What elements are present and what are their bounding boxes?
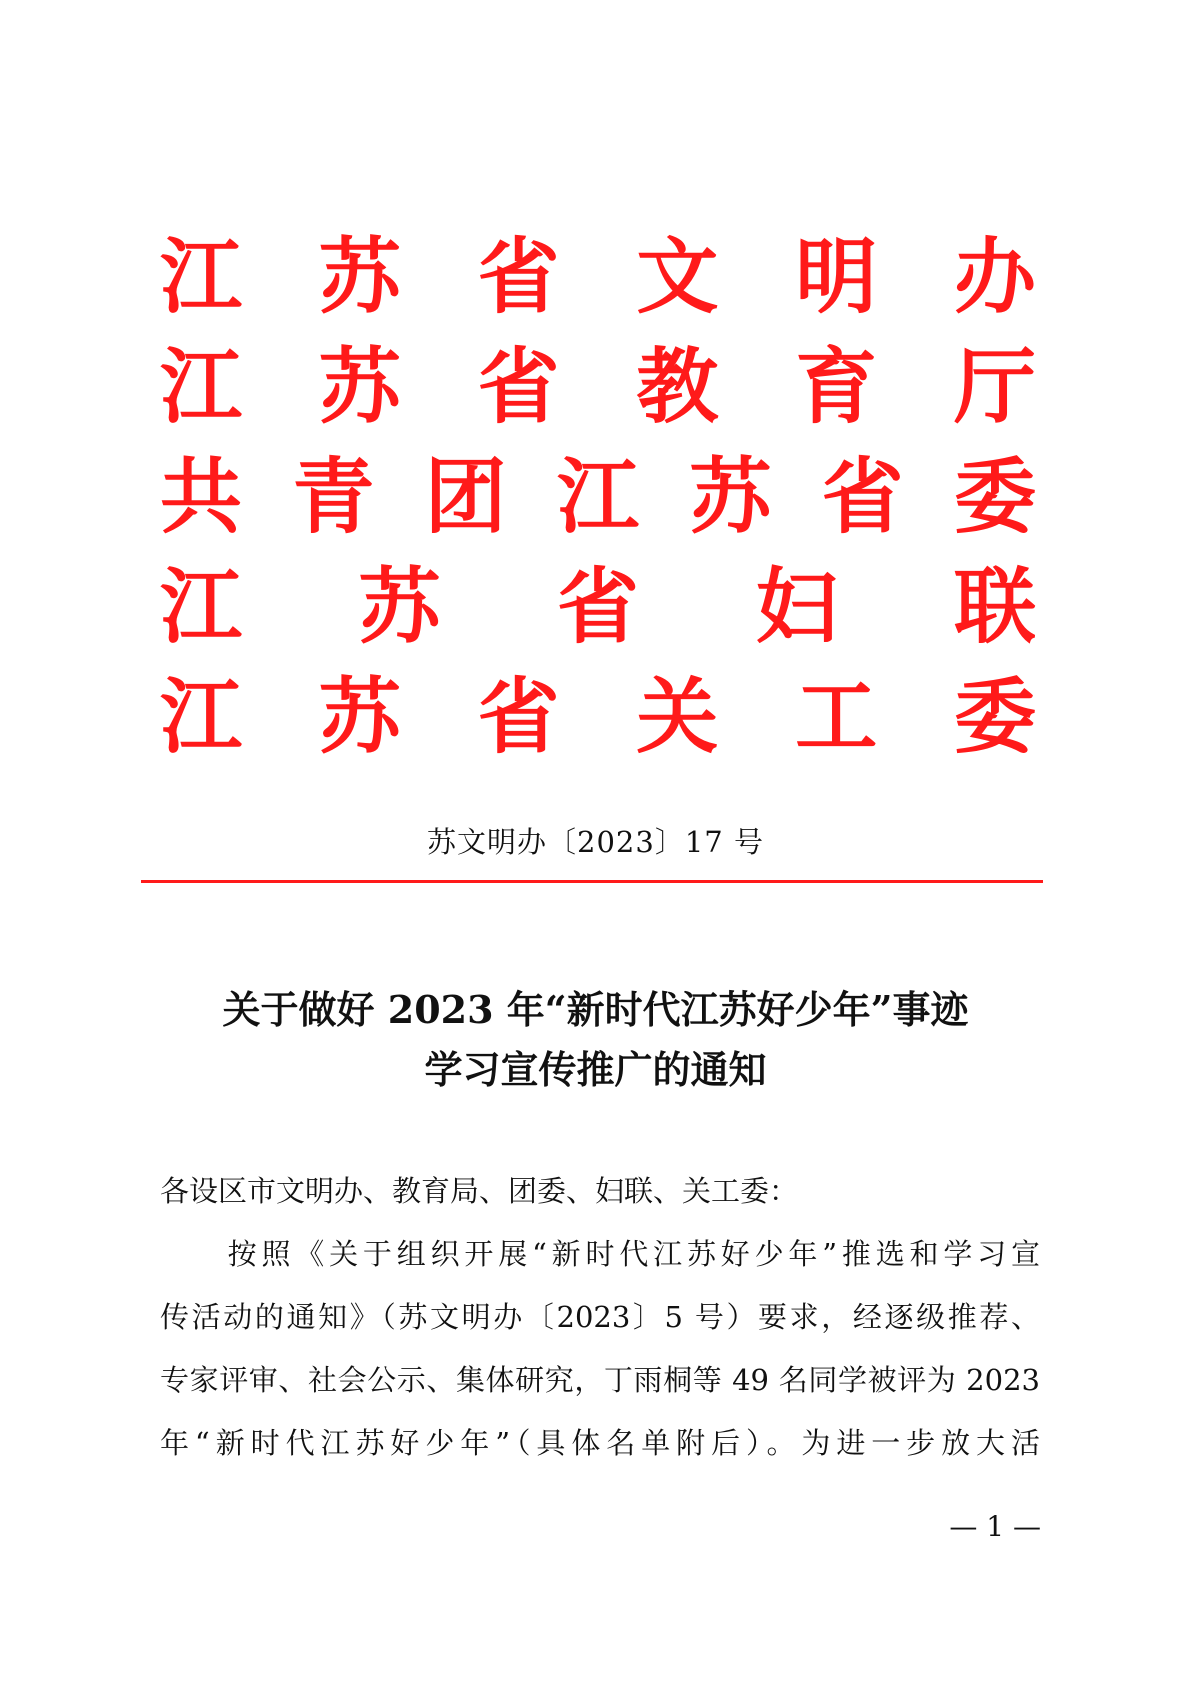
- body-line-4: 年“新时代江苏好少年”（具体名单附后）。为进一步放大活: [160, 1426, 1040, 1460]
- header-char: 育: [795, 339, 878, 435]
- header-char: 苏: [689, 449, 772, 545]
- header-char: 省: [477, 229, 560, 325]
- header-char: 江: [160, 559, 243, 655]
- header-char: 青: [292, 449, 375, 545]
- header-char: 苏: [358, 559, 441, 655]
- header-char: 省: [477, 669, 560, 765]
- header-char: 妇: [755, 559, 838, 655]
- header-char: 团: [424, 449, 507, 545]
- title-line-2: 学习宣传推广的通知: [424, 1047, 767, 1092]
- header-char: 厅: [953, 339, 1036, 435]
- header-line-1: [160, 222, 1036, 332]
- page-number: — 1 —: [949, 1510, 1041, 1543]
- header-line-2: [160, 332, 1036, 442]
- issuing-authorities-header: [160, 222, 1036, 772]
- header-char: 苏: [318, 339, 401, 435]
- document-body: [160, 1160, 1040, 1475]
- body-line-1: 按照《关于组织开展“新时代江苏好少年”推选和学习宣: [160, 1237, 1040, 1271]
- header-line-4: [160, 552, 1036, 662]
- header-char: 省: [556, 559, 639, 655]
- salutation: 各设区市文明办、教育局、团委、妇联、关工委：: [160, 1174, 799, 1208]
- document-number: 苏文明办〔2023〕17 号: [427, 825, 764, 859]
- header-char: 文: [636, 229, 719, 325]
- title-line-1: 关于做好 2023 年“新时代江苏好少年”事迹: [222, 987, 969, 1032]
- header-line-3: [160, 442, 1036, 552]
- header-char: 江: [160, 229, 243, 325]
- header-char: 苏: [318, 229, 401, 325]
- body-line-3: 专家评审、社会公示、集体研究，丁雨桐等 49 名同学被评为 2023: [160, 1363, 1040, 1397]
- red-separator-line: [141, 880, 1043, 883]
- header-char: 委: [953, 449, 1036, 545]
- header-char: 关: [636, 669, 719, 765]
- header-char: 共: [160, 449, 243, 545]
- header-char: 省: [477, 339, 560, 435]
- header-char: 教: [636, 339, 719, 435]
- header-char: 工: [795, 669, 878, 765]
- header-char: 联: [953, 559, 1036, 655]
- header-line-5: [160, 662, 1036, 772]
- header-char: 江: [160, 339, 243, 435]
- header-char: 江: [160, 669, 243, 765]
- header-char: 委: [953, 669, 1036, 765]
- header-char: 省: [821, 449, 904, 545]
- header-char: 明: [795, 229, 878, 325]
- header-char: 办: [953, 229, 1036, 325]
- header-char: 江: [556, 449, 639, 545]
- body-line-2: 传活动的通知》（苏文明办〔2023〕5 号）要求，经逐级推荐、: [160, 1300, 1040, 1334]
- document-title: [0, 980, 1191, 1100]
- header-char: 苏: [318, 669, 401, 765]
